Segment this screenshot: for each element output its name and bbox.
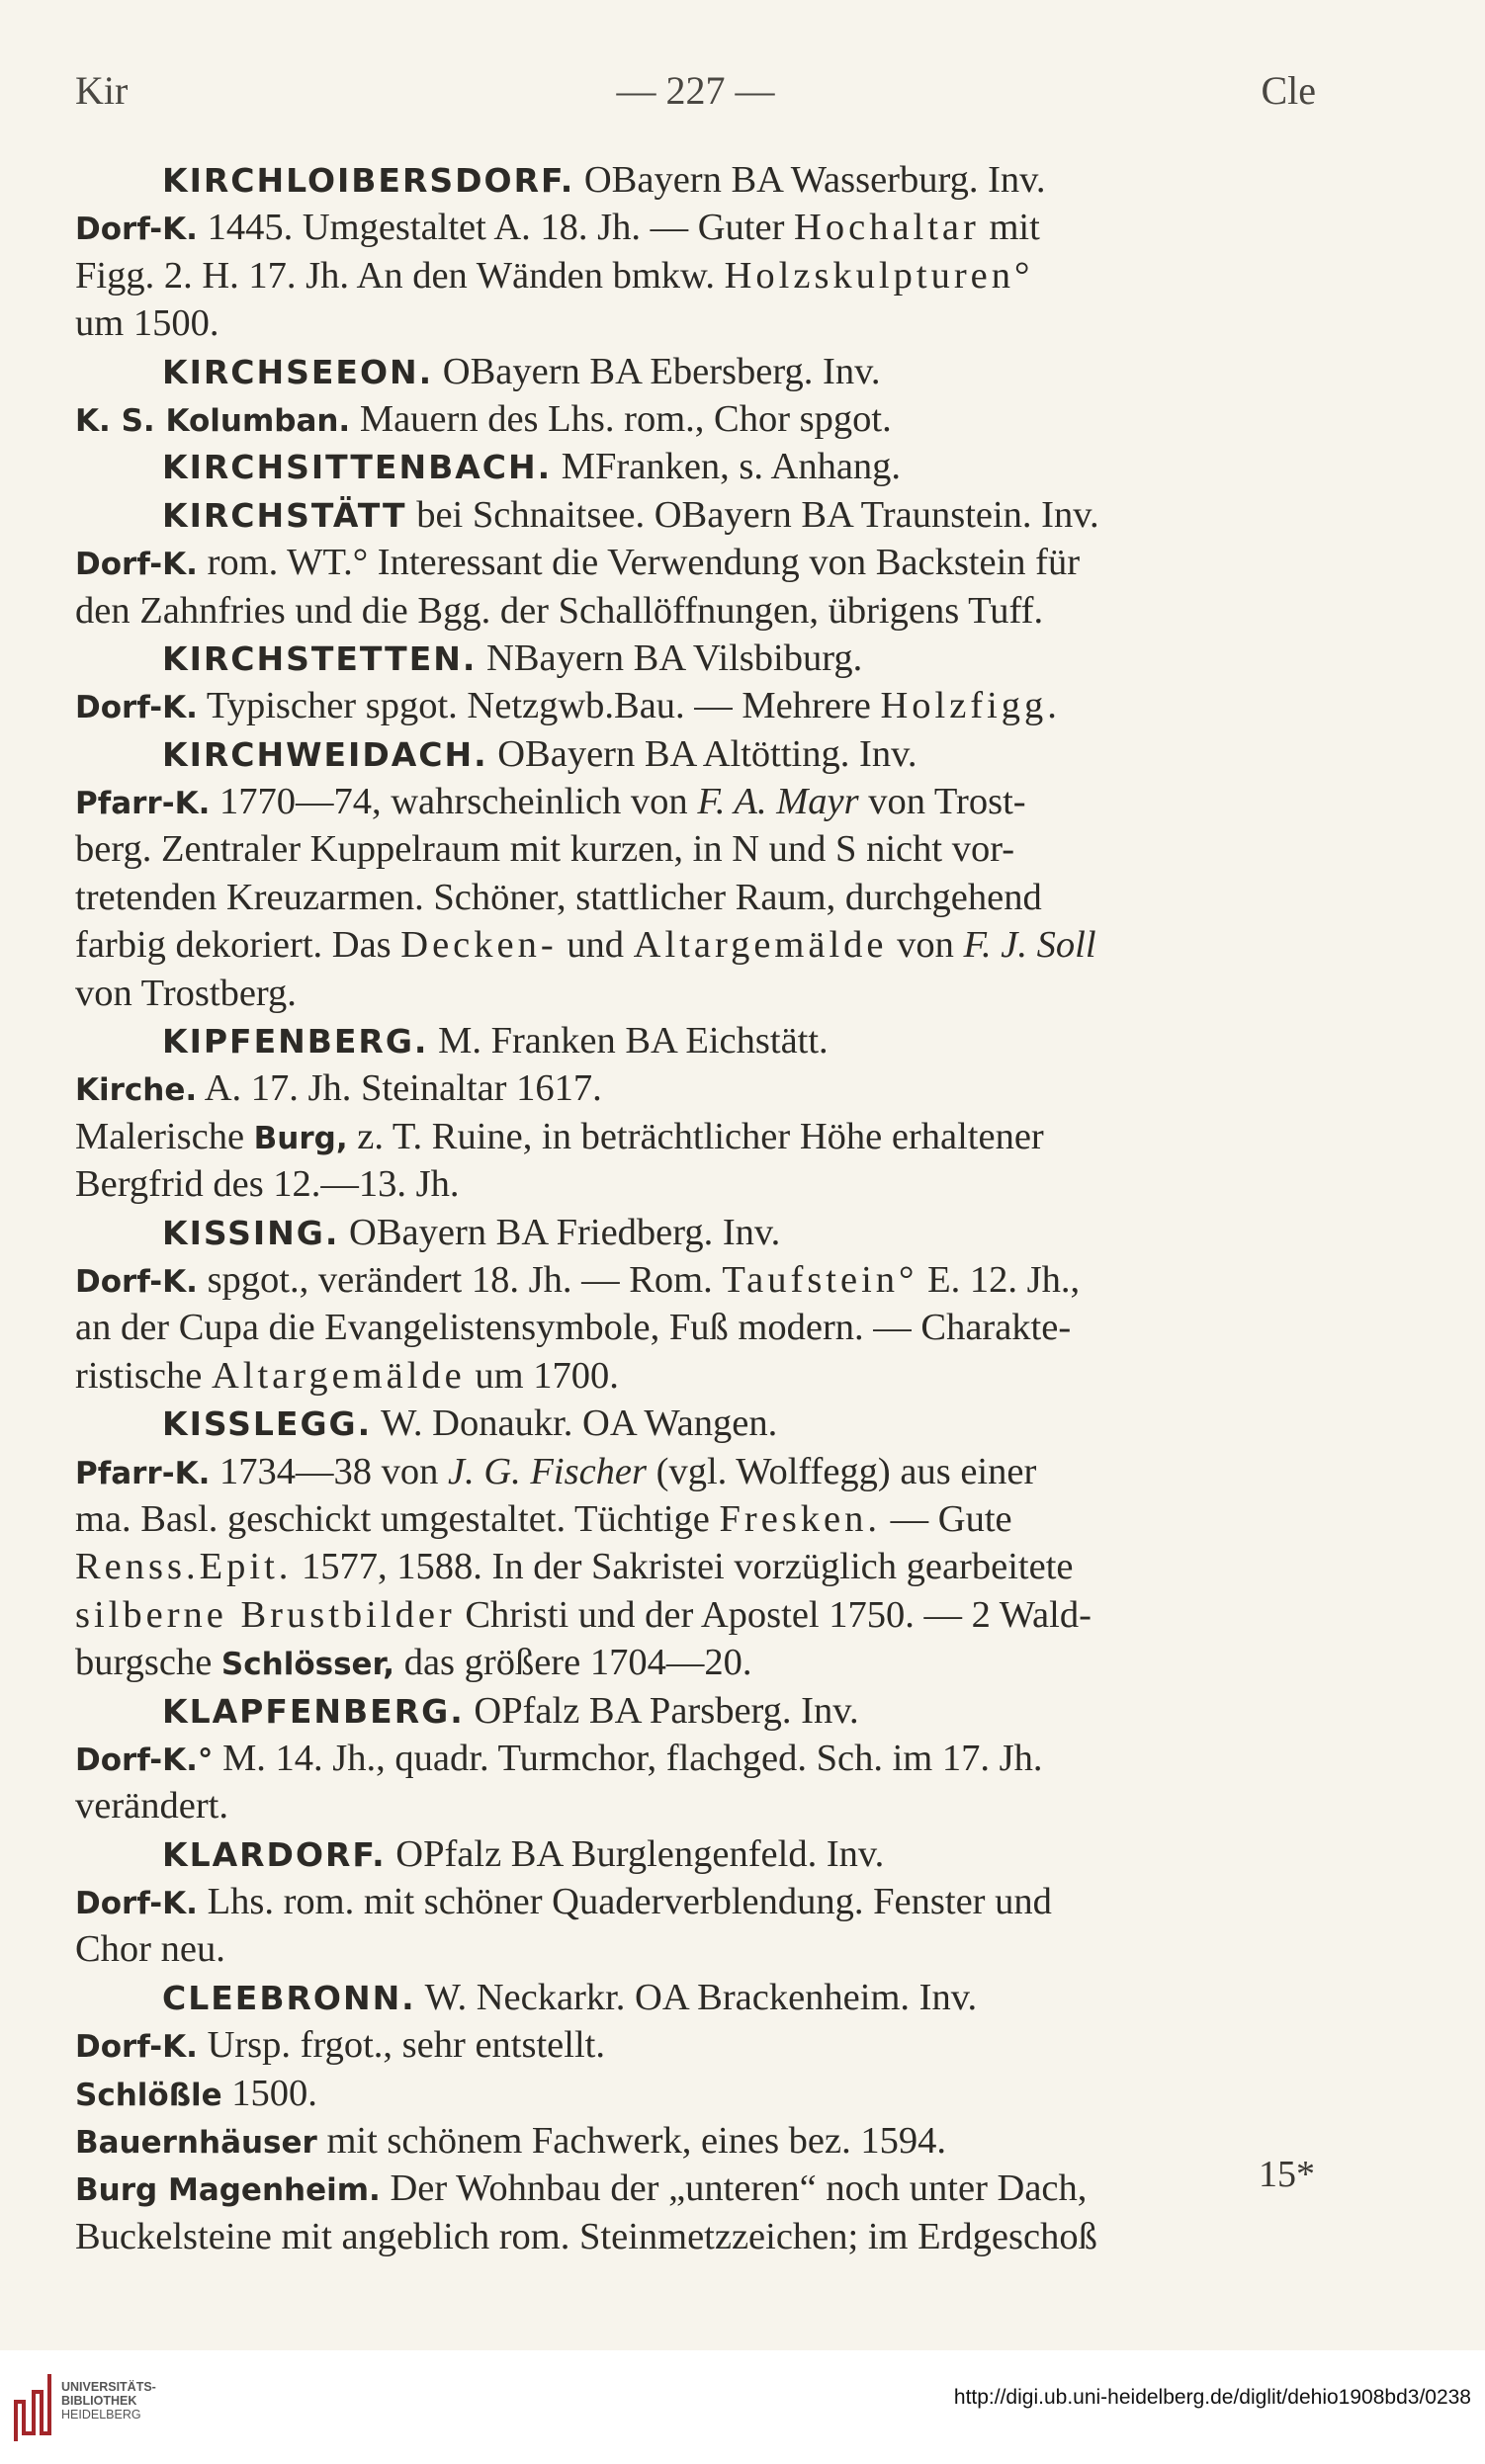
text-line [75, 682, 1316, 729]
text-segment: M. Franken BA Eichstätt. [428, 1020, 829, 1062]
text-line [75, 1017, 1316, 1064]
text-segment: bei Schnaitsee. OBayern BA Traunstein. Inv. [406, 493, 1099, 536]
text-segment: um 1700. [465, 1354, 619, 1397]
text-line [75, 1878, 1316, 1925]
place-heading: KIRCHSITTENBACH. [162, 448, 553, 487]
text-segment: W. Donaukr. OA Wangen. [372, 1402, 778, 1445]
text-line [75, 921, 1316, 969]
header-page-number: — 227 — [616, 68, 775, 113]
text-segment: OBayern BA Ebersberg. Inv. [433, 350, 881, 392]
text-line [75, 1974, 1316, 2021]
text-segment: W. Neckarkr. OA Brackenheim. Inv. [415, 1976, 978, 2018]
running-header [75, 67, 1316, 127]
text-segment: von [887, 924, 964, 967]
source-url-link[interactable]: http://digi.ub.uni-heidelberg.de/diglit/dehio1908bd3/0238 [953, 2386, 1471, 2409]
text-segment: silberne Brustbilder [75, 1593, 456, 1636]
text-segment: tretenden Kreuzarmen. Schöner, stattlicher Raum, durchgehend [75, 876, 1042, 918]
text-line [75, 1448, 1316, 1495]
text-segment: Taufstein° [722, 1258, 918, 1301]
text-segment: ristische [75, 1354, 212, 1397]
text-segment: Buckelsteine mit angeblich rom. Steinmetzzeichen; im Erdgeschoß [75, 2215, 1097, 2257]
building-label: Dorf-K. [75, 2029, 198, 2066]
text-line [75, 395, 1316, 443]
building-label: Burg Magenheim. [75, 2172, 381, 2209]
building-label: Pfarr-K. [75, 786, 211, 822]
text-line [75, 348, 1316, 395]
text-segment: NBayern BA Vilsbiburg. [477, 637, 863, 679]
building-label: Dorf-K. [75, 1263, 198, 1300]
text-segment: E. 12. Jh., [917, 1258, 1081, 1301]
building-label: Dorf-K.° [75, 1742, 214, 1778]
text-segment: Figg. 2. H. 17. Jh. An den Wänden bmkw. [75, 254, 725, 297]
text-segment: von Trost- [858, 781, 1026, 823]
text-segment: z. T. Ruine, in beträchtlicher Höhe erhaltener [347, 1115, 1044, 1157]
text-segment: OBayern BA Friedberg. Inv. [339, 1211, 781, 1253]
place-heading: KIPFENBERG. [162, 1022, 429, 1062]
text-segment: Fresken. [719, 1497, 882, 1540]
text-line [75, 2021, 1316, 2069]
building-label: Schlösser, [220, 1647, 395, 1683]
text-line [75, 1304, 1316, 1351]
place-heading: KLAPFENBERG. [162, 1691, 465, 1731]
place-heading: KISSING. [162, 1213, 340, 1252]
text-line [75, 1113, 1316, 1160]
building-label: Kirche. [75, 1072, 198, 1109]
text-segment: MFranken, s. Anhang. [552, 446, 902, 488]
text-segment: 1770—74, wahrscheinlich von [210, 781, 698, 823]
logo-line: HEIDELBERG [61, 2408, 141, 2422]
text-segment: ma. Basl. geschickt umgestaltet. Tüchtige [75, 1497, 720, 1540]
text-segment: burgsche [75, 1642, 221, 1684]
text-segment: 1577, 1588. In der Sakristei vorzüglich gearbeitete [292, 1546, 1074, 1588]
text-segment: Bergfrid des 12.—13. Jh. [75, 1163, 460, 1206]
text-segment: berg. Zentraler Kuppelraum mit kurzen, in N und S nicht vor- [75, 828, 1015, 871]
text-line [75, 1543, 1316, 1590]
place-heading: KLARDORF. [162, 1834, 387, 1874]
text-line [75, 1064, 1316, 1112]
library-logo-icon [14, 2372, 51, 2443]
building-label: Bauernhäuser [75, 2125, 317, 2162]
library-logo-text [61, 2380, 156, 2422]
text-line [75, 204, 1316, 251]
text-segment: 1445. Umgestaltet A. 18. Jh. — Guter [197, 207, 795, 249]
text-segment: verändert. [75, 1785, 228, 1827]
text-segment: Der Wohnbau der „unteren“ noch unter Dach, [380, 2167, 1088, 2210]
place-heading: CLEEBRONN. [162, 1978, 416, 2017]
text-segment: Christi und der Apostel 1750. — 2 Wald- [455, 1593, 1092, 1636]
text-line [75, 299, 1316, 347]
text-line [75, 1256, 1316, 1304]
text-segment: das größere 1704—20. [394, 1642, 752, 1684]
text-line [75, 1400, 1316, 1447]
text-segment: mit schönem Fachwerk, eines bez. 1594. [316, 2120, 946, 2163]
text-line [75, 1782, 1316, 1829]
text-line [75, 874, 1316, 921]
text-segment: Ursp. frgot., sehr entstellt. [197, 2024, 605, 2067]
text-segment: von Trostberg. [75, 972, 297, 1014]
header-left-catchword: Kir [75, 68, 129, 113]
text-line [75, 252, 1316, 299]
text-line [75, 1495, 1316, 1543]
text-segment: (vgl. Wolffegg) aus einer [647, 1450, 1037, 1492]
text-segment: Holzfigg. [880, 685, 1061, 727]
text-line [75, 156, 1316, 204]
text-segment: Altargemälde [633, 924, 888, 967]
text-segment: J. G. Fischer [448, 1450, 647, 1492]
text-segment: Decken- [400, 924, 558, 967]
building-label: Dorf-K. [75, 212, 198, 248]
text-line [75, 2213, 1316, 2260]
text-segment: 1500. [221, 2072, 317, 2114]
text-segment: Chor neu. [75, 1928, 225, 1971]
text-segment: Renss.Epit. [75, 1546, 293, 1588]
footer-bar [0, 2350, 1485, 2464]
building-label: Burg, [253, 1120, 348, 1156]
text-line [75, 1735, 1316, 1782]
text-segment: farbig dekoriert. Das [75, 924, 401, 967]
text-segment: OPfalz BA Burglengenfeld. Inv. [386, 1832, 885, 1875]
text-segment: den Zahnfries und die Bgg. der Schallöffnungen, übrigens Tuff. [75, 589, 1044, 632]
building-label: Pfarr-K. [75, 1455, 211, 1491]
place-heading: KIRCHLOIBERSDORF. [162, 161, 575, 200]
logo-line: UNIVERSITÄTS- [61, 2380, 156, 2394]
text-segment: OPfalz BA Parsberg. Inv. [464, 1689, 859, 1732]
place-heading: KIRCHSTETTEN. [162, 638, 478, 678]
text-line [75, 2070, 1316, 2117]
text-line [75, 730, 1316, 778]
text-line [75, 1925, 1316, 1973]
text-segment: an der Cupa die Evangelistensymbole, Fuß modern. — Charakte- [75, 1307, 1072, 1349]
text-segment: A. 17. Jh. Steinaltar 1617. [197, 1067, 602, 1110]
text-line [75, 587, 1316, 635]
header-right-catchword: Cle [1261, 68, 1316, 113]
text-segment: OBayern BA Altötting. Inv. [487, 732, 917, 775]
text-segment: F. J. Soll [963, 924, 1096, 967]
text-line [75, 635, 1316, 682]
text-segment: OBayern BA Wasserburg. Inv. [574, 159, 1046, 201]
page-signature: 15* [1259, 2154, 1315, 2195]
building-label: Schlößle [75, 2077, 222, 2113]
text-line [75, 825, 1316, 873]
text-line [75, 970, 1316, 1017]
text-segment: 1734—38 von [210, 1450, 448, 1492]
body-text [75, 156, 1316, 2260]
text-line [75, 539, 1316, 586]
text-segment: F. A. Mayr [697, 781, 859, 823]
text-segment: und [557, 924, 634, 967]
text-segment: mit [979, 207, 1040, 249]
place-heading: KIRCHWEIDACH. [162, 734, 488, 774]
text-line [75, 2165, 1316, 2212]
text-line [75, 1639, 1316, 1686]
text-segment: Hochaltar [794, 207, 980, 249]
text-line [75, 1209, 1316, 1256]
text-segment: spgot., verändert 18. Jh. — Rom. [197, 1258, 723, 1301]
text-segment: Mauern des Lhs. rom., Chor spgot. [350, 397, 892, 440]
text-line [75, 491, 1316, 539]
text-line [75, 1687, 1316, 1735]
building-label: Dorf-K. [75, 547, 198, 583]
text-segment: — Gute [881, 1497, 1012, 1540]
text-line [75, 1352, 1316, 1400]
text-line [75, 1160, 1316, 1208]
text-segment: Lhs. rom. mit schöner Quaderverblendung. Fenster und [197, 1881, 1052, 1923]
building-label: K. S. Kolumban. [75, 402, 351, 439]
text-line [75, 2117, 1316, 2165]
text-segment: Malerische [75, 1115, 254, 1157]
building-label: Dorf-K. [75, 690, 198, 726]
text-segment: Altargemälde [211, 1354, 466, 1397]
text-segment: um 1500. [75, 302, 219, 345]
place-heading: KIRCHSTÄTT [162, 495, 407, 535]
text-line [75, 1830, 1316, 1878]
text-segment: Holzskulpturen° [724, 254, 1034, 297]
logo-line: BIBLIOTHEK [61, 2394, 137, 2408]
text-line [75, 443, 1316, 490]
text-line [75, 778, 1316, 825]
building-label: Dorf-K. [75, 1886, 198, 1922]
text-segment: M. 14. Jh., quadr. Turmchor, flachged. Sch. im 17. Jh. [213, 1737, 1043, 1779]
place-heading: KIRCHSEEON. [162, 352, 434, 391]
text-segment: Typischer spgot. Netzgwb.Bau. — Mehrere [197, 685, 881, 727]
text-line [75, 1591, 1316, 1639]
place-heading: KISSLEGG. [162, 1404, 373, 1444]
text-segment: rom. WT.° Interessant die Verwendung von Backstein für [197, 542, 1081, 584]
